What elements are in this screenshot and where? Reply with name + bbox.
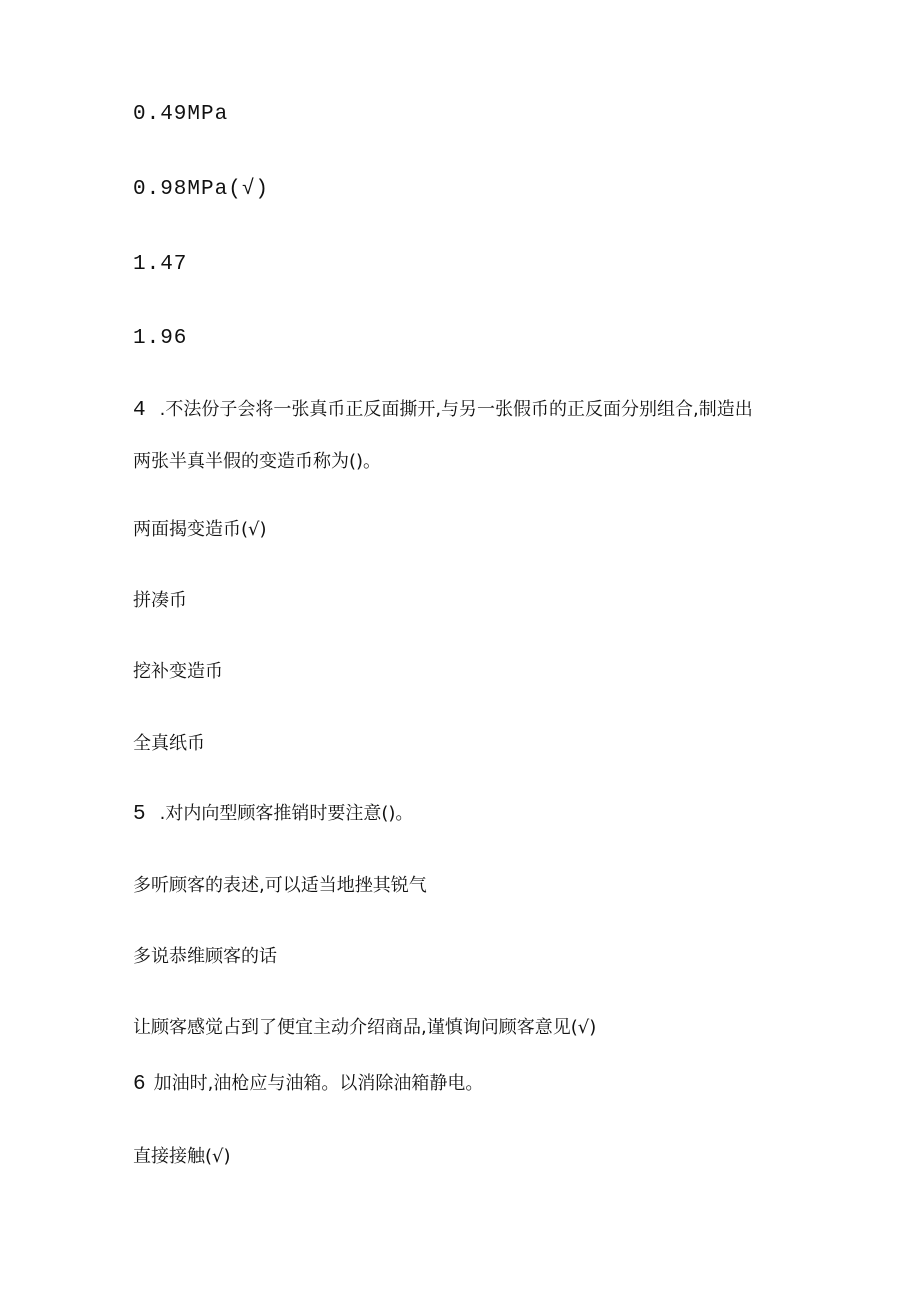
question-5 — [133, 802, 413, 827]
question-text: .对内向型顾客推销时要注意()。 — [159, 803, 414, 824]
option-text: 多说恭维顾客的话 — [133, 946, 277, 967]
question-6 — [133, 1072, 483, 1097]
option-text: 让顾客感觉占到了便宜主动介绍商品,谨慎询问顾客意见(√) — [133, 1017, 597, 1038]
question-4 — [133, 398, 753, 423]
option-text: 0.98MPa(√) — [133, 178, 270, 201]
question-text: .不法份子会将一张真币正反面撕开,与另一张假币的正反面分别组合,制造出 — [159, 399, 753, 420]
option-text: 拼凑币 — [133, 590, 187, 611]
question-text-continued: 两张半真半假的变造币称为()。 — [133, 451, 382, 472]
option-text: 0.49MPa — [133, 103, 229, 126]
option-text: 全真纸币 — [133, 733, 205, 754]
option-text: 两面揭变造币(√) — [133, 519, 267, 540]
question-number: 5 — [133, 803, 146, 826]
option-text: 直接接触(√) — [133, 1146, 231, 1167]
question-number: 6 — [133, 1073, 146, 1096]
question-number: 4 — [133, 399, 146, 422]
option-text: 多听顾客的表述,可以适当地挫其锐气 — [133, 875, 427, 896]
question-text: 加油时,油枪应与油箱。以消除油箱静电。 — [153, 1073, 484, 1094]
option-text: 1.47 — [133, 253, 188, 276]
option-text: 挖补变造币 — [133, 661, 223, 682]
option-text: 1.96 — [133, 327, 188, 350]
